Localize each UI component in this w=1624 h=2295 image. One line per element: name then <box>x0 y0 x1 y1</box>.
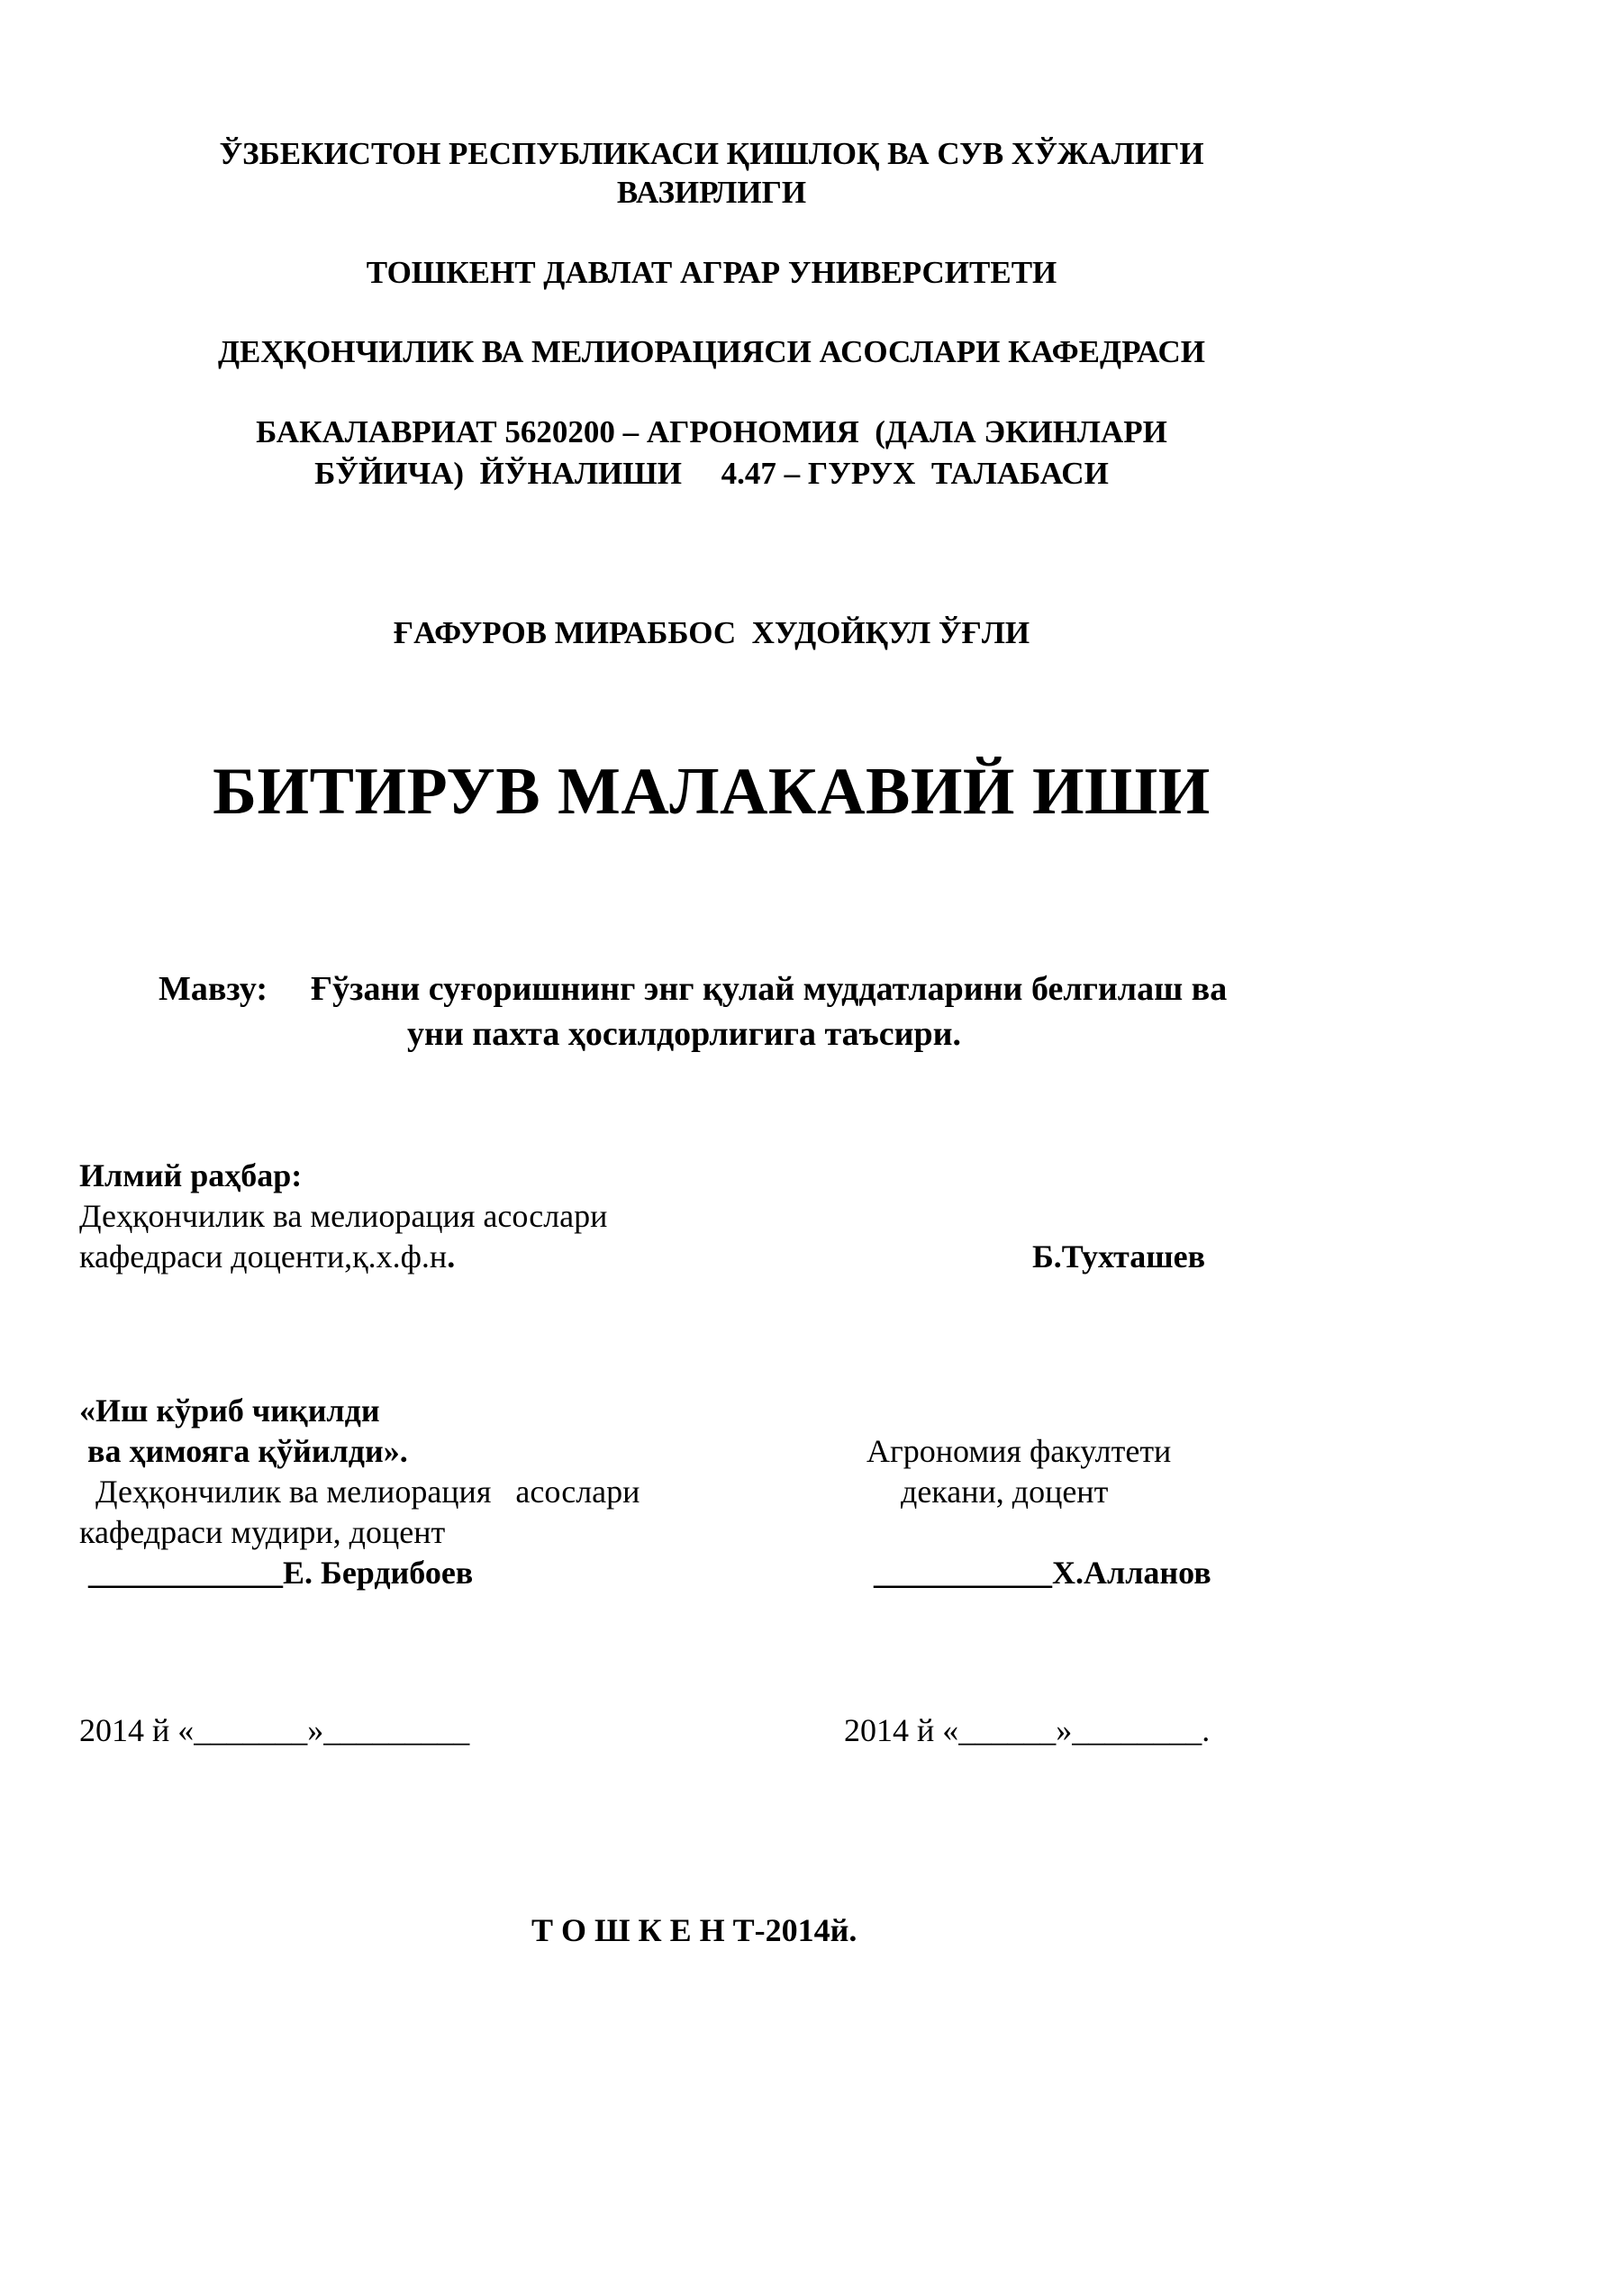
dean-name: Х.Алланов <box>1052 1555 1211 1591</box>
topic-line-2: уни пахта ҳосилдорлигига таъсири. <box>407 1015 962 1053</box>
head-position-line-2: кафедраси мудири, доцент <box>79 1514 446 1550</box>
head-position-line-1: Деҳқончилик ва мелиорация асослари <box>79 1474 640 1510</box>
university-name: ТОШКЕНТ ДАВЛАТ АГРАР УНИВЕРСИТЕТИ <box>366 255 1057 290</box>
signature-blank: ___________ <box>874 1555 1052 1591</box>
supervisor-name: Б.Тухташев <box>1032 1238 1206 1274</box>
ministry-line-2: ВАЗИРЛИГИ <box>616 175 807 210</box>
program-line-2: БЎЙИЧА) ЙЎНАЛИШИ 4.47 – ГУРУХ ТАЛАБАСИ <box>314 456 1109 491</box>
dean-faculty: Агрономия факултети <box>866 1433 1172 1469</box>
date-line-left: 2014 й «_______»_________ <box>79 1712 470 1748</box>
supervisor-position-line-1: Деҳқончилик ва мелиорация асослари <box>79 1198 608 1234</box>
program-line-1: БАКАЛАВРИАТ 5620200 – АГРОНОМИЯ (ДАЛА ЭКИНЛАРИ <box>256 414 1167 449</box>
supervisor-position-line-2: кафедраси доценти,қ.х.ф.н. <box>79 1238 456 1274</box>
head-signature-line <box>88 1556 473 1589</box>
signature-blank: ____________ <box>88 1555 283 1591</box>
approval-line-2: ва ҳимояга қўйилди». <box>79 1433 408 1469</box>
city-year: Т О Ш К Е Н Т-2014й. <box>531 1912 857 1948</box>
ministry-line-1: ЎЗБЕКИСТОН РЕСПУБЛИКАСИ ҚИШЛОҚ ВА СУВ ХЎЖАЛИГИ <box>219 136 1204 171</box>
topic-line-1: Ғўзани суғоришнинг энг қулай муддатларини белгилаш ва <box>311 970 1228 1008</box>
dean-position: декани, доцент <box>901 1474 1109 1510</box>
work-title: БИТИРУВ МАЛАКАВИЙ ИШИ <box>213 755 1211 829</box>
dean-signature-line <box>874 1556 1211 1589</box>
student-name: ҒАФУРОВ МИРАББОС ХУДОЙҚУЛ ЎҒЛИ <box>393 615 1030 650</box>
date-line-right: 2014 й «______»________. <box>844 1712 1211 1748</box>
department-name: ДЕҲҚОНЧИЛИК ВА МЕЛИОРАЦИЯСИ АСОСЛАРИ КАФЕДРАСИ <box>217 334 1206 369</box>
topic-label: Мавзу: <box>159 970 268 1008</box>
supervisor-heading: Илмий раҳбар: <box>79 1157 303 1193</box>
approval-line-1: «Иш кўриб чиқилди <box>79 1392 380 1429</box>
head-name: Е. Бердибоев <box>283 1555 474 1591</box>
